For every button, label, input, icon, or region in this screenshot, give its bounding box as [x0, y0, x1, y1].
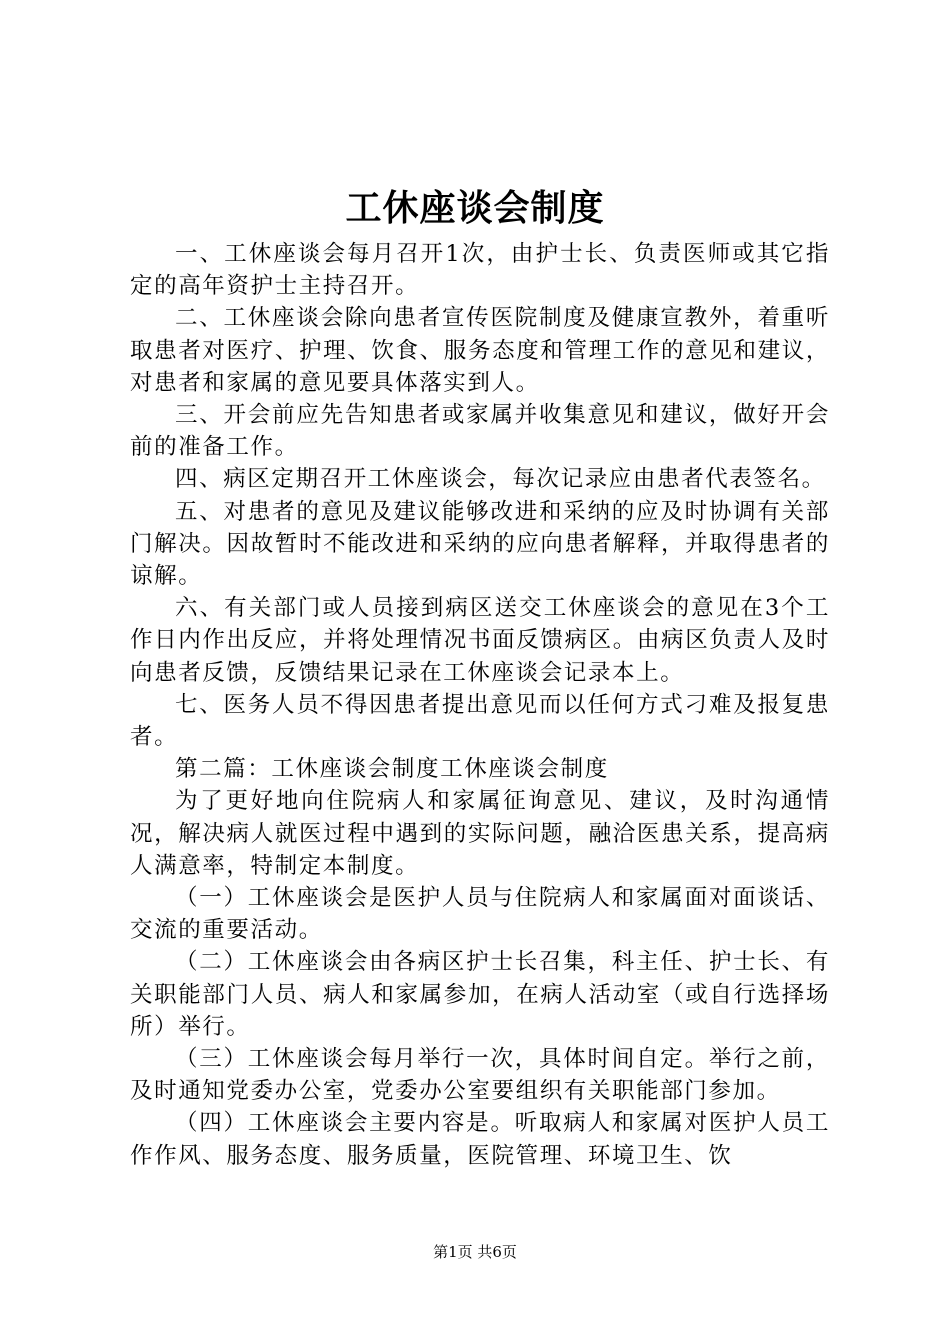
- paragraph-intro: 为了更好地向住院病人和家属征询意见、建议，及时沟通情况，解决病人就医过程中遇到的实际问题，融洽医患关系，提高病人满意率，特制定本制度。: [130, 788, 830, 879]
- paragraph-6: 六、有关部门或人员接到病区送交工休座谈会的意见在3个工作日内作出反应，并将处理情况书面反馈病区。由病区负责人及时向患者反馈，反馈结果记录在工休座谈会记录本上。: [130, 595, 830, 686]
- paragraph-2: 二、工休座谈会除向患者宣传医院制度及健康宣教外，着重听取患者对医疗、护理、饮食、服务态度和管理工作的意见和建议，对患者和家属的意见要具体落实到人。: [130, 305, 830, 396]
- paragraph-item-2: （二）工休座谈会由各病区护士长召集，科主任、护士长、有关职能部门人员、病人和家属参加，在病人活动室（或自行选择场所）举行。: [130, 949, 830, 1040]
- paragraph-item-4: （四）工休座谈会主要内容是。听取病人和家属对医护人员工作作风、服务态度、服务质量，医院管理、环境卫生、饮: [130, 1110, 830, 1169]
- paragraph-1: 一、工休座谈会每月召开1次，由护士长、负责医师或其它指定的高年资护士主持召开。: [130, 241, 830, 300]
- paragraph-3: 三、开会前应先告知患者或家属并收集意见和建议，做好开会前的准备工作。: [130, 402, 830, 461]
- paragraph-4: 四、病区定期召开工休座谈会，每次记录应由患者代表签名。: [175, 466, 826, 493]
- paragraph-item-3: （三）工休座谈会每月举行一次，具体时间自定。举行之前，及时通知党委办公室，党委办公室要组织有关职能部门参加。: [130, 1046, 830, 1105]
- paragraph-item-1: （一）工休座谈会是医护人员与住院病人和家属面对面谈话、交流的重要活动。: [130, 885, 830, 944]
- paragraph-7: 七、医务人员不得因患者提出意见而以任何方式刁难及报复患者。: [130, 691, 830, 751]
- section-heading-part-two: 第二篇：工休座谈会制度工休座谈会制度: [175, 756, 609, 783]
- document-title: 工休座谈会制度: [345, 187, 605, 229]
- paragraph-5: 五、对患者的意见及建议能够改进和采纳的应及时协调有关部门解决。因故暂时不能改进和采纳的应向患者解释，并取得患者的谅解。: [130, 498, 830, 590]
- document-body: [130, 238, 830, 1172]
- page-footer: 第1页 共6页: [433, 1243, 517, 1261]
